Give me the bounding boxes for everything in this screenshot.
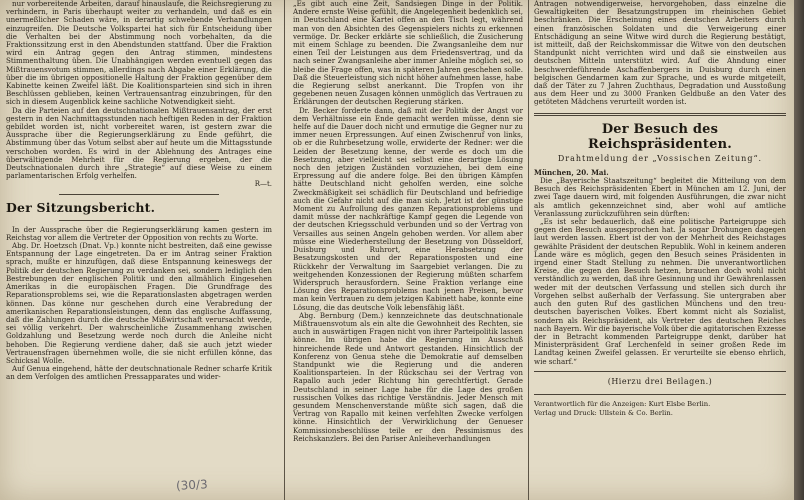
article-paragraph: In der Aussprache über die Regierungserklärung kamen gestern im Reichstag vor allem die Vertreter der Opposition von rechts zu Worte. [6, 224, 272, 242]
article-paragraph: Abg. Dr. Hoetzsch (Dnat. Vp.) konnte nicht bestreiten, daß eine gewisse Entspannung der Lage eingetreten. Da er im Antrag seiner Fraktion sprach, mußte er hinzufügen, daß diese Entspannung keineswegs der Politik der deutschen Regierung zu verdanken sei, sondern lediglich den Bestrebungen der englischen Politik und den allmählich Eingesehen Amerikas in die europäischen Fragen. Die Grundfrage des Reparationsproblems sei, wie die Reparationslasten abgetragen werden können. Das könne nur geschehen durch eine Verabredung der amerikanischen Reparationsleistungen, denn das englische Auffassung, daß die Zahlungen durch die deutsche Mißwirtschaft verursacht werde, sei völlig verkehrt. Der wahrscheinliche Zusammenhang zwischen Goldzahlung und Besetzung werde noch durch die Anleihe nicht behoben. Die Regierung verdiene daher, daß sie auch jetzt wieder Vertrauensfragen übernehmen wolle, die sie nicht erfüllen könne, das Schicksal Wolle. [6, 241, 272, 365]
section-divider [59, 220, 219, 221]
section-heading: Der Sitzungsbericht. [6, 199, 156, 215]
author-signature: R—t. [254, 180, 272, 189]
column-middle [293, 0, 523, 500]
section-divider [534, 371, 786, 372]
supplement-note: (Hierzu drei Beilagen.) [607, 376, 713, 386]
article-paragraph: nur vorbereitende Arbeiten, darauf hinauslaufe, die Reichsregierung zu verhindern, in Paris überhaupt weiter zu verhandeln, und daß es ein unermeßlicher Schaden wäre, in derartig schwebende Verhandlungen einzugreifen. Die Deutsche Volkspartei hat sich für Entscheidung über die Verhalten bei der Abstimmung noch vorbehalten, da die Fraktionssitzung erst in den Abendstunden stattfand. Über die Fraktion wird ein Antrag gegen den Antrag stimmen, mindestens Stimmenthaltung üben. Die Unabhängigen werden eventuell gegen das Mißtrauensvotum stimmen, allerdings nach Abgabe einer Erklärung, die über die im übrigen oppositionelle Haltung der Fraktion gegenüber dem Kabinette keinen Zweifel läßt. Die Koalitionsparteien sind sich in ihren Beschlüssen geblieben, keinen Vertrauensantrag einzubringen, für den sich in diesem Augenblick keine sachliche Notwendigkeit sieht. [6, 0, 272, 107]
pencil-annotation: (30/3 [175, 477, 208, 493]
article-headline: Der Besuch des Reichspräsidenten. [588, 121, 732, 152]
article-paragraph: Abg. Bernburg (Dem.) kennzeichnete das deutschnationale Mißtrauensvotum als ein alte die Gewohnheit des Rechten, sie auch in auswärtigen Fragen nicht von ihrer Parteipolitik lassen könne. Im übrigen habe die Regierung im Ausschuß hinreichende Rede und Antwort gestanden. Hinsichtlich der Konferenz von Genua stehe die Demokratie auf demselben Standpunkt wie die Regierung und die anderen Koalitionsparteien. In der Rückschau sei der Vertrag von Rapallo auch jeder Richtung hin gerechtfertigt. Gerade Deutschland in seiner Lage habe für die Lage des großen russischen Volkes das richtige Verständnis. Jeder Mensch mit gesundem Menschenverstande müßte sich sagen, daß die Vertrag von Rapallo mit keinen verfehlten Zwecke verfolgen könne. Hinsichtlich der Verwirklichung der Genueser Kommissionsbeschlüsse teile er den Pessimismus des Reichskanzlers. Bei den Pariser Anleiheverhandlungen [293, 310, 523, 443]
imprint-publisher: Verlag und Druck: Ullstein & Co. Berlin. [534, 409, 673, 418]
section-divider [59, 194, 219, 195]
article-paragraph: Die „Bayerische Staatszeitung“ begleitet die Mitteilung von dem Besuch des Reichspräsidenten Ebert in München am 12. Juni, der zwei Tage dauern wird, mit folgenden Ausführungen, die zwar nicht als amtlich gekennzeichnet sind, aber wohl auf amtliche Veranlassung zurückzuführen sein dürften: [534, 176, 786, 218]
article-paragraph: „Es gibt auch eine Zeit, Sandsiegen Dinge in der Politik. Andere ernste Weise gefühlt, die Angelegenheit bedenklich sei, in Deutschland eine Kartei offen an den Tisch legt, während man von den Absichten des Gegenspielers nichts zu erkennen vermöge. Dr. Becker erklärte sie schließlich, die Zusicherung mit einem Schlage zu beenden. Die Zwangsanleihe dem nur einen Teil der Leistungen aus dem Friedensvertrag, und da nach seiner Zwangsanleihe aber immer Anleihe möglich sei, so bleibe die Frage offen, was in späteren Jahren geschehen solle. Daß die Steuerleistung sich nicht höher aufnehmen lasse, habe die Regierung selbst anerkannt. Die Tropfen von ihr gegebenen neuen Zusagen können unmöglich das Vertrauen zu Erklärungen der deutschen Regierung stärken. [293, 0, 523, 107]
column-left [6, 0, 272, 500]
article-paragraph: „Es ist sehr bedauerlich, daß eine politische Parteigruppe sich gegen den Besuch ausgesprochen hat. Ja sogar Drohungen dagegen laut werden lassen. Ebert ist der von der Mehrheit des Reichstages gewählte Präsident der deutschen Republik. Wohl in keinem anderen Lande wäre es möglich, gegen den Besuch seines Präsidenten in irgend einer Stadt Stellung zu nehmen. Die unverantwortlichen Kreise, die gegen den Besuch hetzen, brauchen doch wohl nicht verständlich zu werden, daß ihre Gesinnung und ihr Gewährenlassen weder mit der deutschen Verfassung und stellen sich durch ihr Vorgehen selbst außerhalb der Verfassung. Sie untergraben aber auch den guten Ruf des gastlichen Münchens und den treu-deutschen bayerischen Volkes. Ebert kommt nicht als Sozialist, sondern als Reichspräsident, als Vertreter des deutschen Reiches nach Bayern. Wir die bayerische Volk über die agitatorischen Exzesse der in Betracht kommenden Parteigruppe denkt, darüber hat Ministerpräsident Graf Lerchenfeld in seiner großen Rede im Landtag keinen Zweifel gelassen. Er verurteilte sie ebenso ehrlich, wie scharf.“ [534, 217, 786, 366]
article-paragraph: Dr. Becker forderte dann, daß mit der Politik der Angst vor dem Verhältnisse ein Ende gemacht werden müsse, denn sie helfe auf die Dauer doch nicht und ermutige die Gegner nur zu immer neuen Erpressungen. Auf einen Zwischenruf von links, ob er die Ruhrbesetzung wolle, erwiderte der Redner: wer die Leiden der Besetzung kenne, der werde es doch um die Besetzung, aber vielleicht sei selbst eine derartige Lösung noch den jetzigen Zuständen vorzuziehen, bei dem eine Erpressung auf die andere folge. Bei den übrigen Kämpfen hätte Deutschland nicht geholfen werden, eine solche Zweckmäßigkeit sei schädlich für Deutschland und befriedige auch die Gefahr nicht auf die man sich. Jetzt ist der günstige Moment zu Aufrollung des ganzen Reparationsproblems und damit müsse der nachkräftige Kampf gegen die Legende von der deutschen Kriegsschuld verbunden und so der Vertrag von Versailles aus seinen Angeln gehoben werden. Vor allem aber müsse eine Wiederherstellung der Besetzung von Düsseldorf, Duisburg und Ruhrort, eine Herabsetzung der Besatzungskosten und der Reparationsposten und eine Rückkehr der Verwaltung im Saargebiet verlangen. Die zu weitgehenden Konzessionen der Regierung müßten scharfem Widerspruch herausfordern. Seine Fraktion verlange eine Lösung des Reparationsproblems nach jenen Preisen, bevor man kein Vertrauen zu dem jetzigen Kabinett habe, konnte eine Lösung, die das deutsche Volk lebensfähig läßt. [293, 105, 523, 312]
article-paragraph: Da die Parteien auf den deutschnationalen Mißtrauensantrag, der erst gestern in den Nachmittagsstunden nach heftigen Reden in der Fraktion gebildet worden ist, nicht vorbereitet waren, ist gestern zwar die Aussprache über die Regierungserklärung zu Ende geführt, die Abstimmung über das Votum selbst aber auf heute um die Mittagsstunde verschoben worden. Es wird in der Ablehnung des Antrages eine überwältigende Mehrheit für die Regierung ergeben, der die Deutschnationalen durch ihre „Strategie“ auf diese Weise zu einem parlamentarischen Erfolg verhelfen. [6, 105, 272, 181]
column-rule [528, 0, 529, 500]
article-paragraph: Auf Genua eingehend, hätte der deutschnationale Redner scharfe Kritik an dem Verfolgen des amtlichen Pressapparates und wider- [6, 364, 272, 382]
column-rule [284, 0, 285, 500]
dateline: München, 20. Mai. [534, 167, 609, 177]
article-subheading: Drahtmeldung der „Vossischen Zeitung“. [557, 153, 763, 163]
section-divider [534, 113, 786, 116]
column-right [534, 0, 786, 500]
scan-edge [794, 0, 804, 500]
section-divider [534, 394, 786, 395]
imprint-ads: Verantwortlich für die Anzeigen: Kurt Elsbe Berlin. [534, 399, 711, 408]
article-paragraph: Antragen notwendigerweise, hervorgehoben, dass einzelne die Gewaltigkeiten der Besatzungstruppen im rheinischen Gebiet beschränken. Die Erscheinung eines deutschen Arbeiters durch einen französischen Soldaten und die Verweigerung einer Entschädigung an seine Witwe wird durch die Regierung bestätigt, ist mitteilt, daß der Reichskommissar die Witwe von den deutschen Standpunkt nicht verrichten wird und daß sie einstweilen aus deutschen Mitteln unterstützt wird. Auf die Ahndung einer beschwerdeführende Aschaffenbergers in Duisburg durch einen belgischen Gendarmen kam zur Sprache, und es wurde mitgeteilt, daß der Täter zu 7 Jahren Zuchthaus, Degradation und Ausstoßung aus dem Heer und zu 3000 Franken Geldbuße an den Vater des getöteten Mädchens verurteilt worden ist. [534, 0, 786, 107]
